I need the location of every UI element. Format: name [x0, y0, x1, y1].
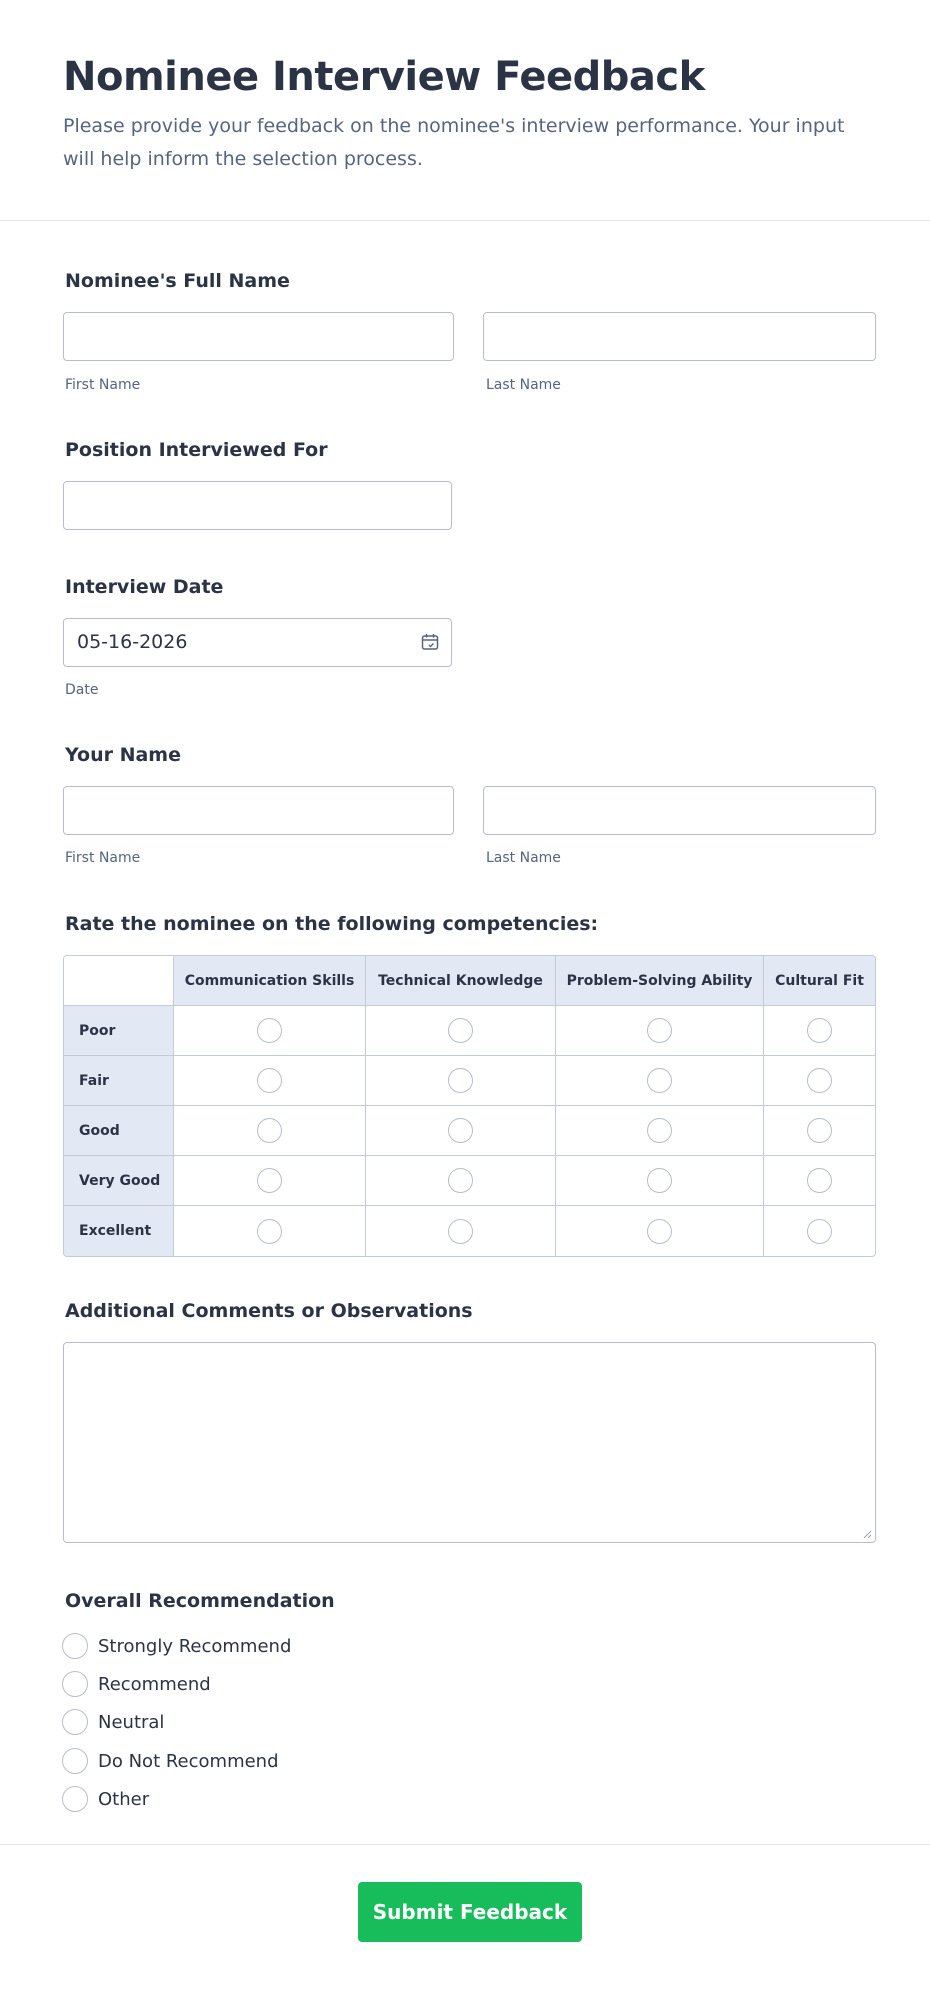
interview-date-value: 05-16-2026	[77, 631, 188, 653]
option-label: Do Not Recommend	[98, 1750, 279, 1772]
your-first-name-input[interactable]	[63, 786, 454, 835]
nominee-name-label: Nominee's Full Name	[65, 270, 290, 292]
nominee-first-name-input[interactable]	[63, 312, 454, 361]
competency-matrix	[63, 955, 876, 1257]
matrix-column-header: Cultural Fit	[764, 956, 875, 1006]
matrix-row	[64, 1156, 875, 1206]
position-input[interactable]	[63, 481, 452, 530]
your-last-name-sublabel: Last Name	[486, 850, 561, 866]
matrix-row	[64, 1056, 875, 1106]
matrix-radio[interactable]	[257, 1118, 282, 1143]
matrix-radio[interactable]	[257, 1068, 282, 1093]
nominee-first-name-sublabel: First Name	[65, 377, 141, 393]
recommendation-option[interactable]	[62, 1786, 149, 1812]
matrix-column-header: Communication Skills	[174, 956, 366, 1006]
matrix-radio[interactable]	[647, 1018, 672, 1043]
option-label: Strongly Recommend	[98, 1635, 292, 1657]
matrix-row	[64, 1206, 875, 1256]
radio-button[interactable]	[62, 1748, 88, 1774]
nominee-last-name-input[interactable]	[483, 312, 876, 361]
matrix-column-header: Technical Knowledge	[366, 956, 556, 1006]
matrix-column-header: Problem-Solving Ability	[556, 956, 764, 1006]
form-title: Nominee Interview Feedback	[63, 54, 705, 100]
recommendation-option[interactable]	[62, 1633, 291, 1659]
recommendation-option[interactable]	[62, 1671, 211, 1697]
matrix-radio[interactable]	[647, 1168, 672, 1193]
comments-label: Additional Comments or Observations	[65, 1300, 473, 1322]
matrix-radio[interactable]	[448, 1118, 473, 1143]
matrix-radio[interactable]	[448, 1219, 473, 1244]
competencies-label: Rate the nominee on the following competencies:	[65, 913, 599, 935]
position-label: Position Interviewed For	[65, 439, 328, 461]
matrix-radio[interactable]	[647, 1219, 672, 1244]
matrix-radio[interactable]	[807, 1068, 832, 1093]
matrix-row	[64, 1106, 875, 1156]
option-label: Recommend	[98, 1673, 211, 1695]
radio-button[interactable]	[62, 1671, 88, 1697]
interview-date-label: Interview Date	[65, 576, 224, 598]
matrix-radio[interactable]	[647, 1118, 672, 1143]
option-label: Neutral	[98, 1711, 165, 1733]
recommendation-option[interactable]	[62, 1709, 164, 1735]
recommendation-label: Overall Recommendation	[65, 1590, 335, 1612]
matrix-radio[interactable]	[807, 1219, 832, 1244]
recommendation-option[interactable]	[62, 1748, 279, 1774]
form-header	[0, 0, 930, 221]
comments-textarea[interactable]	[63, 1342, 876, 1543]
submit-feedback-button[interactable]: Submit Feedback	[358, 1882, 582, 1942]
matrix-row	[64, 1006, 875, 1056]
matrix-row-label: Poor	[64, 1006, 174, 1056]
your-last-name-input[interactable]	[483, 786, 876, 835]
matrix-radio[interactable]	[257, 1018, 282, 1043]
matrix-row-label: Fair	[64, 1056, 174, 1106]
option-label: Other	[98, 1788, 150, 1810]
matrix-row-label: Very Good	[64, 1156, 174, 1206]
form-description: Please provide your feedback on the nominee's interview performance. Your input will help inform the selection process.	[63, 115, 845, 170]
radio-button[interactable]	[62, 1786, 88, 1812]
your-first-name-sublabel: First Name	[65, 850, 141, 866]
radio-button[interactable]	[62, 1709, 88, 1735]
calendar-icon[interactable]	[421, 633, 439, 651]
matrix-corner	[64, 956, 174, 1006]
nominee-last-name-sublabel: Last Name	[486, 377, 561, 393]
matrix-radio[interactable]	[807, 1018, 832, 1043]
your-name-label: Your Name	[65, 744, 181, 766]
matrix-row-label: Good	[64, 1106, 174, 1156]
footer-divider	[0, 1844, 930, 1845]
matrix-radio[interactable]	[647, 1068, 672, 1093]
radio-button[interactable]	[62, 1633, 88, 1659]
interview-date-input[interactable]	[63, 618, 452, 667]
matrix-radio[interactable]	[448, 1018, 473, 1043]
matrix-radio[interactable]	[448, 1068, 473, 1093]
matrix-radio[interactable]	[257, 1168, 282, 1193]
matrix-row-label: Excellent	[64, 1206, 174, 1256]
matrix-radio[interactable]	[807, 1118, 832, 1143]
matrix-radio[interactable]	[807, 1168, 832, 1193]
interview-date-sublabel: Date	[65, 682, 99, 698]
matrix-radio[interactable]	[257, 1219, 282, 1244]
resize-grip-icon[interactable]	[862, 1529, 872, 1539]
matrix-radio[interactable]	[448, 1168, 473, 1193]
